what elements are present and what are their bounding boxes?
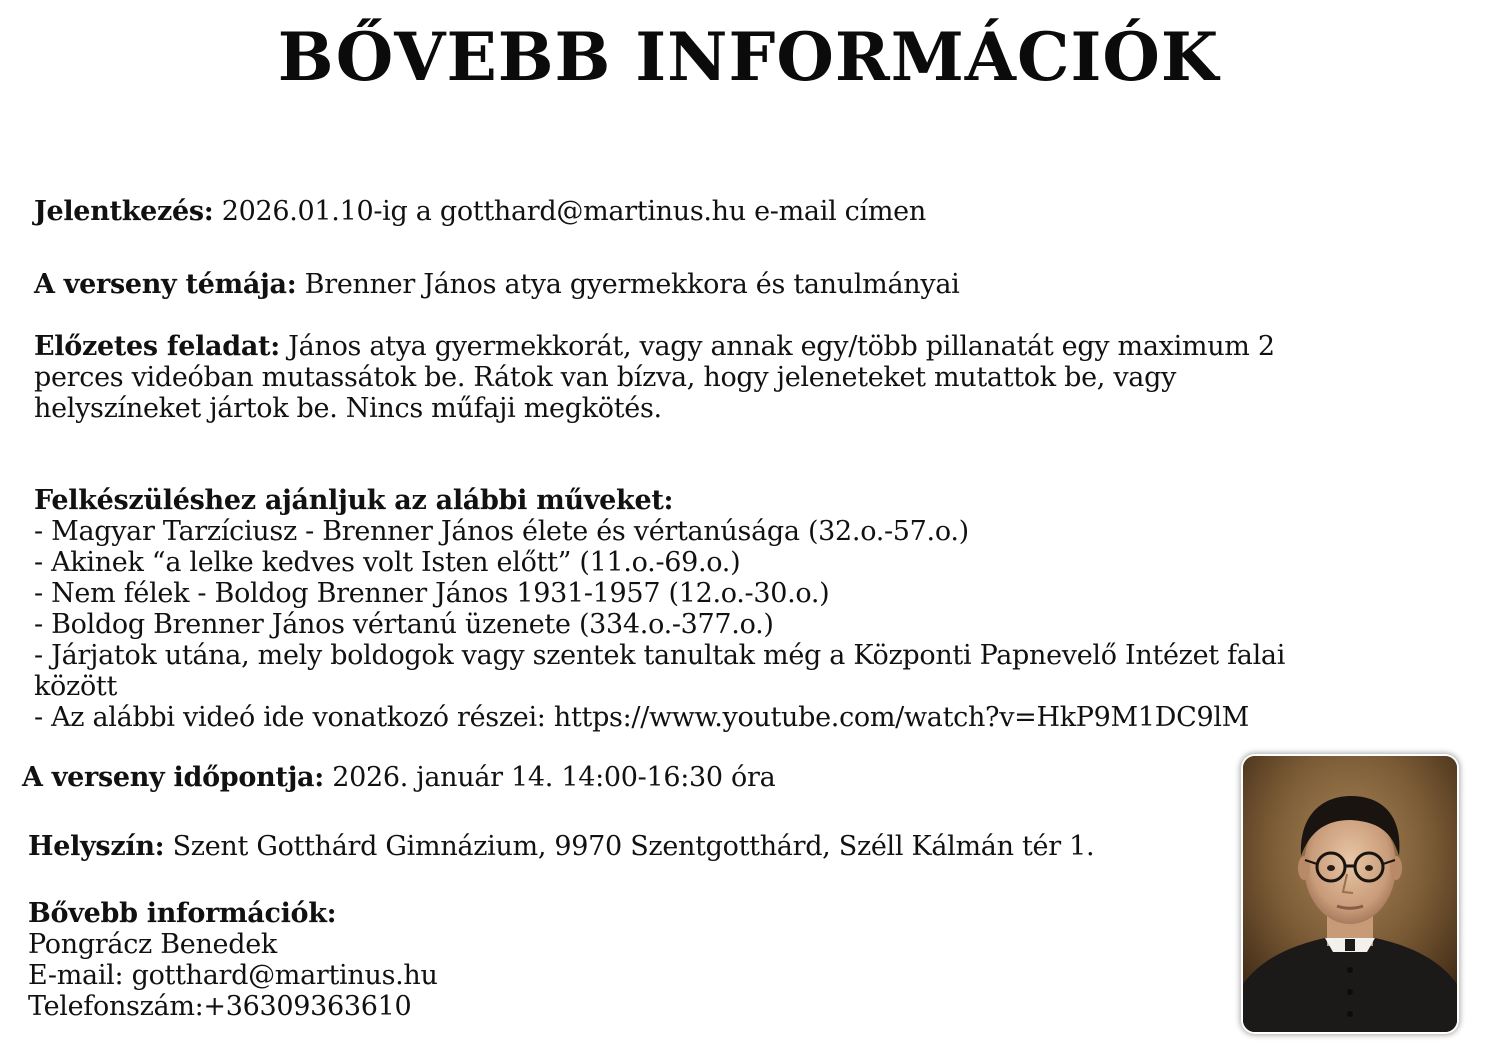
pre-task-text-1: János atya gyermekkorát, vagy annak egy/több pillanatát egy maximum 2 [279, 331, 1275, 362]
registration-label: Jelentkezés [34, 196, 204, 227]
preparation-item: - Járjatok utána, mely boldogok vagy szentek tanultak még a Központi Papnevelő Intézet falai [34, 640, 1286, 671]
registration-text: 2026.01.10-ig a gotthard@martinus.hu e-mail címen [213, 196, 926, 227]
portrait-illustration [1243, 756, 1457, 1032]
date-label: A verseny időpontja: [22, 762, 324, 793]
venue-line [28, 831, 1094, 862]
venue-label: Helyszín: [28, 831, 165, 862]
theme-label: A verseny témája [34, 269, 287, 300]
preparation-item: - Boldog Brenner János vértanú üzenete (334.o.-377.o.) [34, 609, 774, 640]
preparation-block [34, 485, 1285, 733]
pre-task-label: Előzetes feladat: [34, 331, 280, 362]
registration-line [34, 196, 926, 227]
contact-phone: Telefonszám:+36309363610 [28, 991, 412, 1022]
contact-block [28, 898, 438, 1022]
theme-text: Brenner János atya gyermekkora és tanulmányai [296, 269, 960, 300]
preparation-item: - Az alábbi videó ide vonatkozó részei: https://www.youtube.com/watch?v=HkP9M1DC9lM [34, 702, 1250, 733]
contact-email: E-mail: gotthard@martinus.hu [28, 960, 438, 991]
preparation-item: - Nem félek - Boldog Brenner János 1931-1957 (12.o.-30.o.) [34, 578, 830, 609]
pre-task-line [34, 331, 1275, 362]
pre-task-block [34, 331, 1275, 424]
preparation-heading: Felkészüléshez ajánljuk az alábbi műveket: [34, 485, 674, 516]
preparation-item: - Magyar Tarzíciusz - Brenner János élete és vértanúsága (32.o.-57.o.) [34, 516, 969, 547]
date-line [22, 762, 775, 793]
venue-text: Szent Gotthárd Gimnázium, 9970 Szentgotthárd, Széll Kálmán tér 1. [164, 831, 1095, 862]
preparation-item: között [34, 671, 117, 702]
preparation-item: - Akinek “a lelke kedves volt Isten előtt” (11.o.-69.o.) [34, 547, 741, 578]
contact-name: Pongrácz Benedek [28, 929, 277, 960]
portrait-image [1243, 756, 1457, 1032]
contact-heading: Bővebb információk: [28, 898, 337, 929]
registration-colon: : [203, 196, 214, 227]
date-text: 2026. január 14. 14:00-16:30 óra [323, 762, 776, 793]
pre-task-text-3: helyszíneket jártok be. Nincs műfaji megkötés. [34, 393, 662, 424]
theme-line [34, 269, 959, 300]
theme-colon: : [286, 269, 297, 300]
page-title: BŐVEBB INFORMÁCIÓK [277, 18, 1220, 96]
pre-task-text-2: perces videóban mutassátok be. Rátok van bízva, hogy jeleneteket mutattok be, vagy [34, 362, 1177, 393]
